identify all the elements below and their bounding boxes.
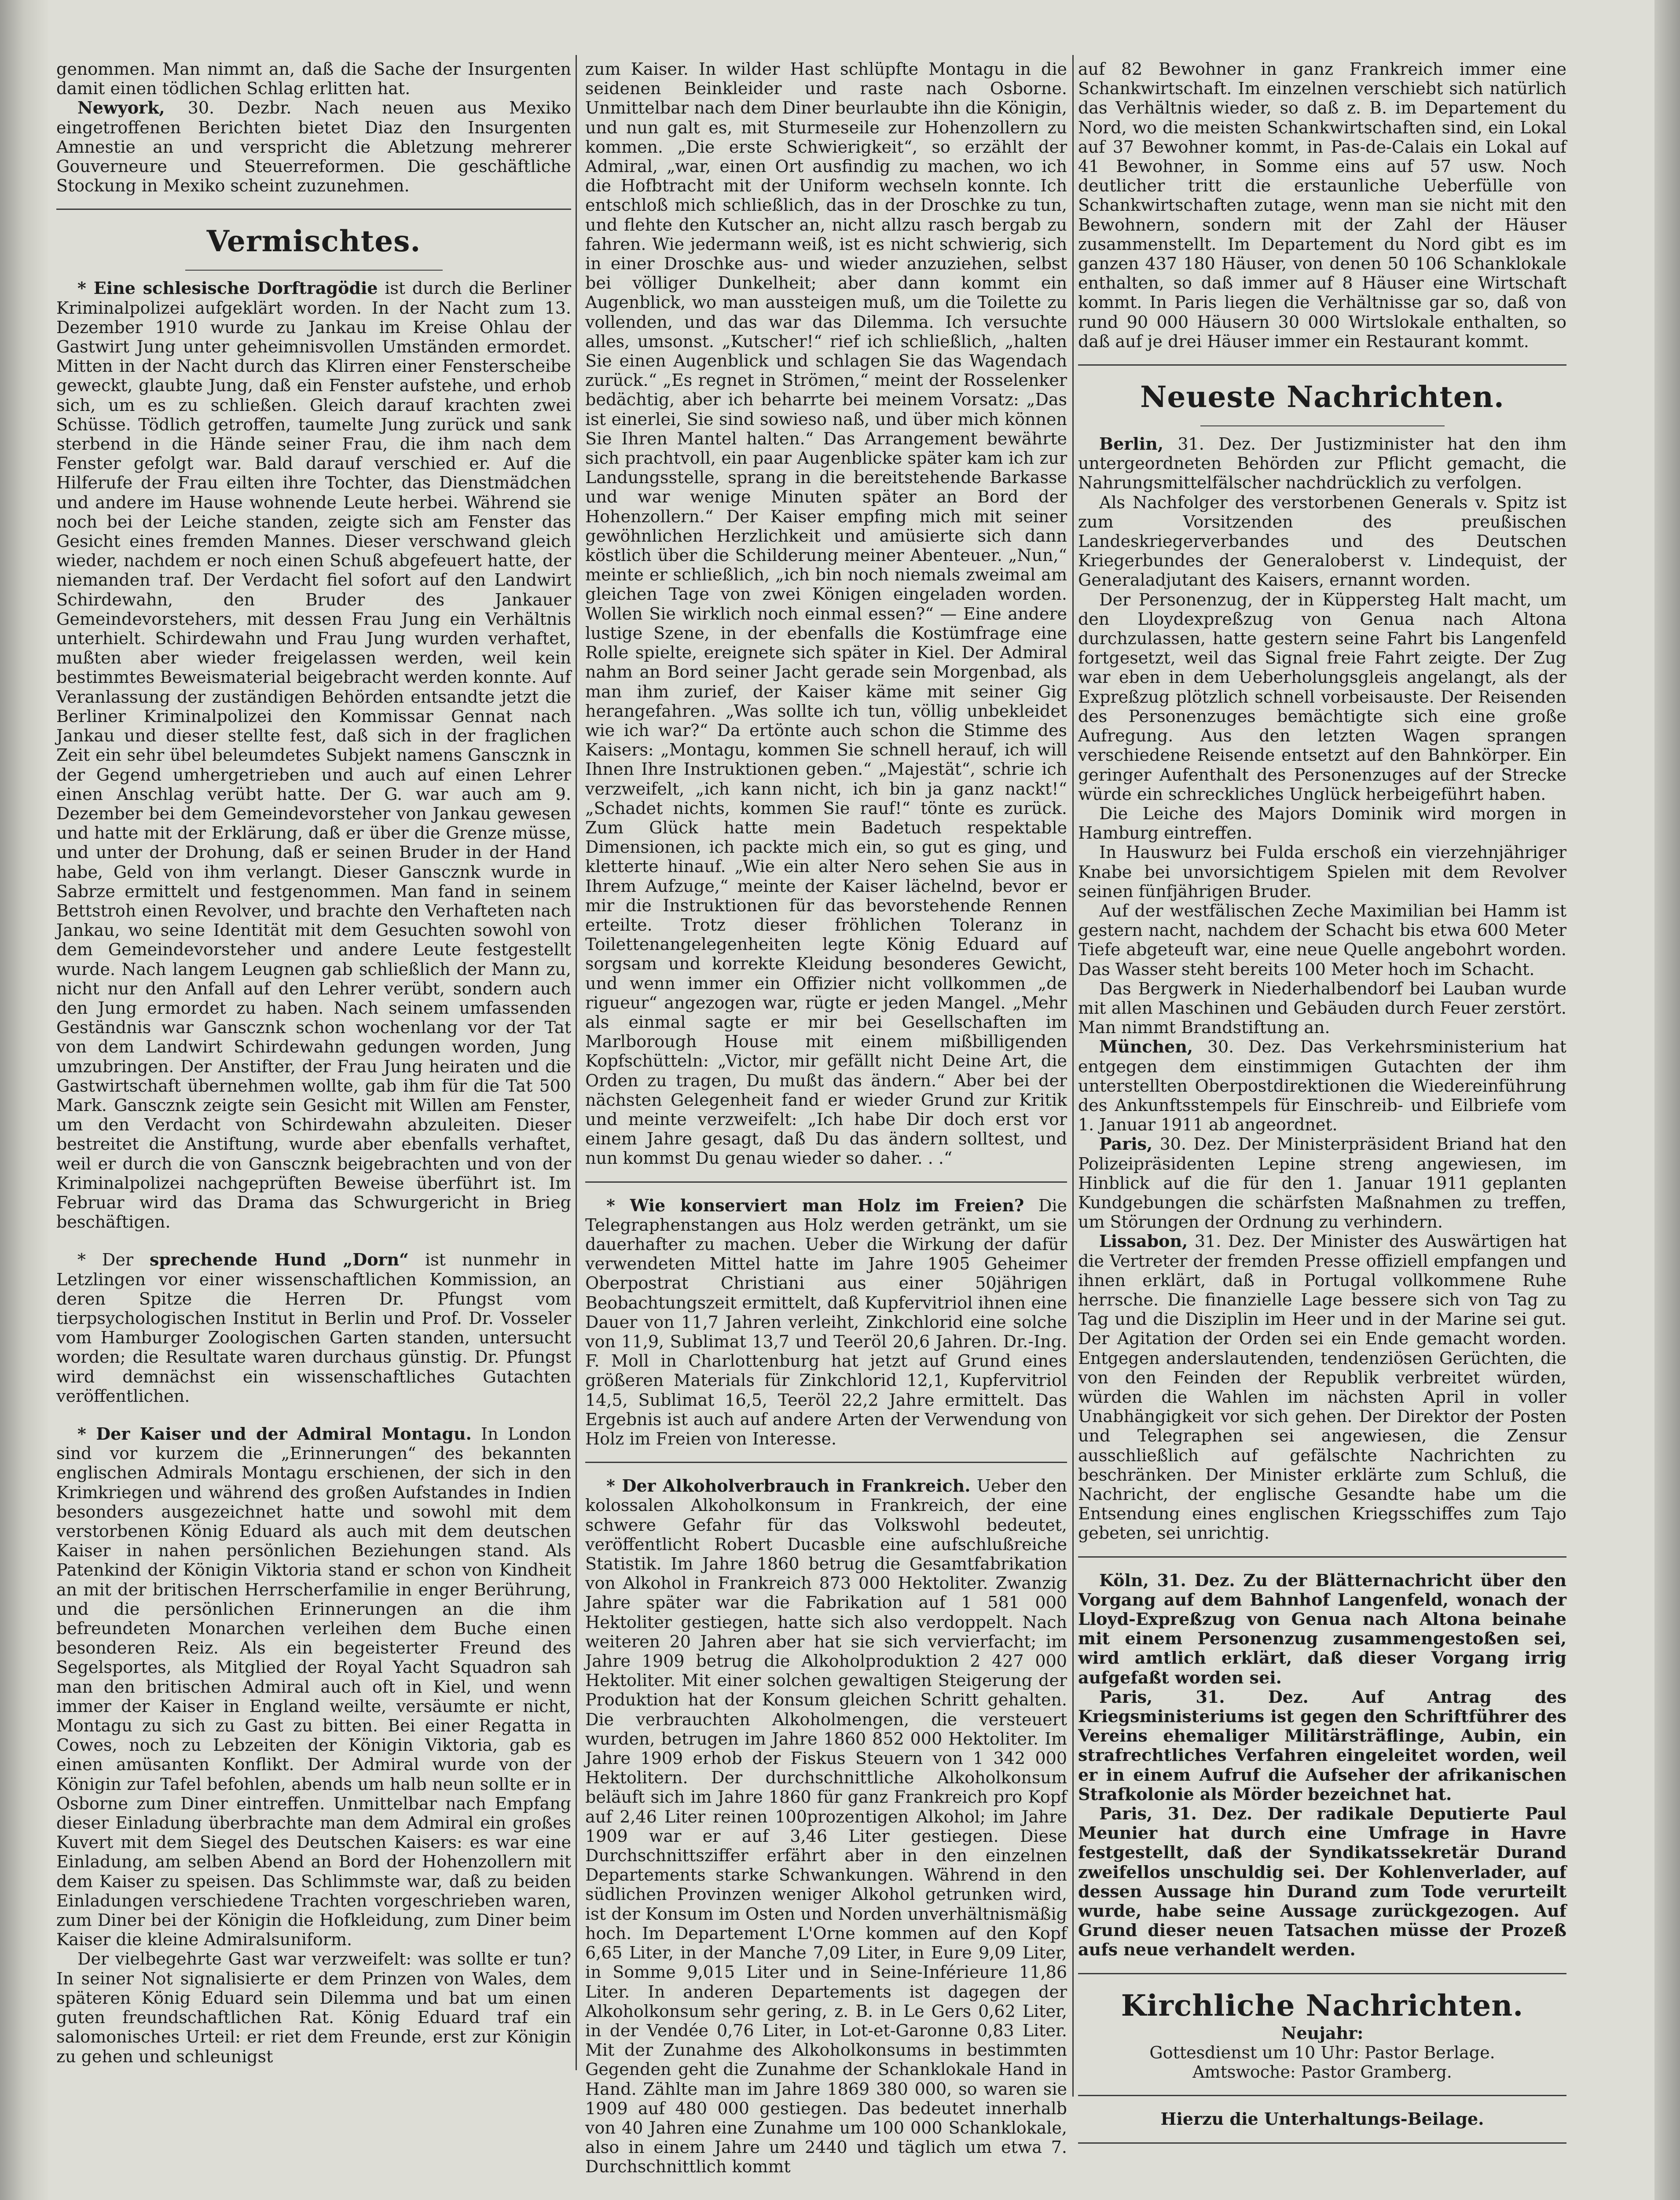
kaiser-article-paragraph: Der vielbegehrte Gast war verzweifelt: was sollte er tun? In seiner Not signalisierte er dem Prinzen von Wales, dem späteren König Eduard sein Dilemma und bat um einen guten freundschaftlichen Rat. König Eduard traf ein salomonisches Urteil: er riet dem Freunde, erst zur Königin zu gehen und schleunigst [56,1949,571,2066]
heading-underline [185,270,443,271]
dateline: Berlin, [1099,434,1164,454]
section-divider [56,209,571,210]
dorftragoedie-article [56,279,571,1232]
article-text: Die Telegraphenstangen aus Holz werden getränkt, um sie dauerhafter zu machen. Ueber die Wirkung der dafür verwendeten Mittel hatte im Jahre 1905 Geheimer Oberpostrat Christiani aus einer 50jährigen Beobachtungszeit ermittelt, daß Kupfervitriol ihnen eine Dauer von 11,7 Jahren verleiht, Zinkchlorid eine solche von 11,9, Sublimat 13,7 und Teeröl 20,6 Jahren. Dr.-Ing. F. Moll in Charlottenburg hat jetzt auf Grund eines größeren Materials für Zinkchlorid 12,1, Kupfervitriol 14,5, Sublimat 16,5, Teeröl 22,2 Jahre ermittelt. Das Ergebnis ist auch auf andere Arten der Verwendung von Holz im Freien von Interesse. [585,1195,1067,1449]
kaiser-article-continued: zum Kaiser. In wilder Hast schlüpfte Montagu in die seidenen Beinkleider und raste nach Osborne. Unmittelbar nach dem Diner beurlaubte ihn die Königin, und nun galt es, mit Sturmeseile zur Hohenzollern zu kommen. „Die erste Schwierigkeit“, so erzählt der Admiral, „war, einen Ort ausfindig zu machen, wo ich die Hofbtracht mit der Uniform wechseln konnte. Ich entschloß mich schließlich, das in der Droschke zu tun, und flehte den Kutscher an, nicht allzu rasch bergab zu fahren. Wie jedermann weiß, ist es nicht schwierig, sich in einer Droschke aus- und wieder anzuziehen, selbst bei völliger Dunkelheit; aber dann kommt ein Augenblick, wo man aussteigen muß, um die Toilette zu vollenden, und das war das Dilemma. Ich versuchte alles, umsonst. „Kutscher!“ rief ich schließlich, „halten Sie einen Augenblick und schlagen Sie das Wagendach zurück.“ „Es regnet in Strömen,“ meint der Rosselenker bedächtig, aber ich beharrte bei meinem Vorsatz: „Das ist einerlei, Sie sind sowieso naß, und über mich können Sie Ihren Mantel halten.“ Das Arrangement bewährte sich prachtvoll, ein paar Augenblicke später kam ich zur Landungsstelle, sprang in die bereitstehende Barkasse und war wenige Minuten später an Bord der Hohenzollern.“ Der Kaiser empfing mich mit seiner gewöhnlichen Herzlichkeit und amüsierte sich dann köstlich über die Schilderung meiner Abenteuer. „Nun,“ meinte er schließlich, „ich bin noch niemals zweimal am gleichen Tage von zwei Königen eingeladen worden. Wollen Sie wirklich noch einmal essen?“ — Eine andere lustige Szene, in der ebenfalls die Kostümfrage eine Rolle spielte, ereignete sich später in Kiel. Der Admiral nahm an Bord seiner Jacht gerade sein Morgenbad, als man ihm zurief, der Kaiser käme mit seiner Gig herangefahren. „Was sollte ich tun, völlig unbekleidet wie ich war?“ Da ertönte auch schon die Stimme des Kaisers: „Montagu, kommen Sie schnell herauf, ich will Ihnen Ihre Instruktionen geben.“ „Majestät“, schrie ich verzweifelt, „ich kann nicht, ich bin ja ganz nackt!“ „Schadet nichts, kommen Sie rauf!“ tönte es zurück. Zum Glück hatte mein Badetuch respektable Dimensionen, ich packte mich ein, so gut es ging, und kletterte hinauf. „Wie ein alter Nero sehen Sie aus in Ihrem Aufzuge,“ meinte der Kaiser lächelnd, bevor er mir die Instruktionen für das bevorstehende Rennen erteilte. Trotz dieser fröhlichen Toleranz in Toilettenangelegenheiten legte König Eduard auf sorgsam und korrekte Kleidung besonderes Gewicht, und wenn immer ein Offizier nicht vollkommen „de rigueur“ angezogen war, rügte er jeden Mangel. „Mehr als einmal sagte er mir bei Gesellschaften im Marlborough House mit einem mißbilligenden Kopfschütteln: „Victor, mir gefällt nicht Deine Art, die Orden zu tragen, Du mußt das ändern.“ Aber bei der nächsten Gelegenheit fand er wieder Grund zur Kritik und meinte verzweifelt: „Ich habe Dir doch erst vor einem Jahre gesagt, daß Du das ändern solltest, und nun kommst Du genau wieder so daher. . .“ [585,59,1067,1168]
section-divider [1078,1556,1566,1558]
dateline: Paris, [1099,1134,1153,1154]
news-lissabon [1078,1232,1566,1543]
article-keyword: * Eine schlesische Dorftragödie [77,278,378,298]
section-divider [585,1181,1067,1183]
news-text: 31. Dez. Der Justizminister hat den ihm untergeordneten Behörden zur Pflicht gemacht, die Nahrungsmittelfälscher nachdrücklich zu verfolgen. [1078,434,1566,493]
page-binding-edge [0,0,48,2200]
news-koeln: Köln, 31. Dez. Zu der Blätternachricht über den Vorgang auf dem Bahnhof Langenfeld, wonach der Lloyd-Expreßzug von Genua nach Altona beinahe mit einem Personenzug zusammengestoßen sei, wird amtlich erklärt, daß dieser Vorgang irrig aufgefaßt worden sei. [1078,1570,1566,1687]
alkohol-article-continued: auf 82 Bewohner in ganz Frankreich immer eine Schankwirtschaft. Im einzelnen verschiebt sich natürlich das Verhältnis wieder, so daß z. B. im Departement du Nord, wo die meisten Schankwirtschaften sind, ein Lokal auf 37 Bewohner kommt, in Pas-de-Calais ein Lokal auf 41 Bewohner, in Somme eins auf 57 usw. Noch deutlicher tritt die erstaunliche Ueberfülle von Schankwirtschaften zutage, wenn man sie nicht mit den Bewohnern, sondern mit der Zahl der Häuser zusammenstellt. Im Departement du Nord gibt es im ganzen 437 180 Häuser, von denen 50 106 Schanklokale enthalten, so daß immer auf 8 Häuser eine Wirtschaft kommt. In Paris liegen die Verhältnisse gar so, daß von rund 90 000 Häusern 30 000 Wirtslokale enthalten, so daß auf je drei Häuser immer ein Restaurant kommt. [1078,59,1566,351]
news-item: In Hauswurz bei Fulda erschoß ein vierzehnjähriger Knabe bei unvorsichtigem Spielen mit dem Revolver seinen fünfjährigen Bruder. [1078,843,1566,901]
column-3 [1078,59,1566,2157]
newyork-article [56,98,571,195]
beilage-notice: Hierzu die Unterhaltungs-Beilage. [1160,2109,1484,2129]
column-2 [585,59,1067,2177]
section-divider [1078,2142,1566,2144]
mexico-fragment: genommen. Man nimmt an, daß die Sache der Insurgenten damit einen tödlichen Schlag erlitten hat. [56,59,571,99]
news-paris [1078,1134,1566,1232]
article-keyword: * Der Kaiser und der Admiral Montagu. [77,1424,472,1444]
article-text: Ueber den kolossalen Alkoholkonsum in Frankreich, der eine schwere Gefahr für das Volkswohl bedeutet, veröffentlicht Robert Ducasble eine aufschlußreiche Statistik. Im Jahre 1860 betrug die Gesamtfabrikation von Alkohol in Frankreich 873 000 Hektoliter. Zwanzig Jahre später war die Fabrikation auf 1 581 000 Hektoliter gestiegen, hatte sich also verdoppelt. Nach weiteren 20 Jahren aber hat sie sich vervierfacht; im Jahre 1909 betrug die Alkoholproduktion 2 427 000 Hektoliter. Mit einer solchen gewaltigen Steigerung der Produktion hat der Konsum gleichen Schritt gehalten. Die verbrauchten Alkoholmengen, die versteuert wurden, betrugen im Jahre 1860 852 000 Hektoliter. Im Jahre 1909 erhob der Fiskus Steuern von 1 342 000 Hektolitern. Der durchschnittliche Alkoholkonsum beläuft sich im Jahre 1860 für ganz Frankreich pro Kopf auf 2,46 Liter reinen 100prozentigen Alkohol; im Jahre 1909 war er auf 3,46 Liter gestiegen. Diese Durchschnittsziffer erfährt aber in den einzelnen Departements starke Schwankungen. Während in den südlichen Provinzen weniger Alkohol getrunken wird, ist der Konsum im Osten und Norden unverhältnismäßig hoch. Im Departement L'Orne kommen auf den Kopf 6,65 Liter, in der Manche 7,09 Liter, in Eure 9,09 Liter, in Somme 9,015 Liter und in Seine-Inférieure 11,86 Liter. In anderen Departements ist dagegen der Alkoholkonsum sehr gering, z. B. in Le Gers 0,62 Liter, in der Vendée 0,76 Liter, in Lot-et-Garonne 0,83 Liter. Mit der Zunahme des Alkoholkonsums in bestimmten Gegenden geht die Zunahme der Schanklokale Hand in Hand. Zählte man im Jahre 1869 380 000, so waren sie 1909 auf 480 000 gestiegen. Das bedeutet innerhalb von 40 Jahren eine Zunahme um 100 000 Schanklokale, also in einem Jahre um 2440 und täglich um etwa 7. Durchschnittlich kommt [585,1476,1067,2177]
page-right-edge [1654,0,1680,2200]
news-item: Auf der westfälischen Zeche Maximilian bei Hamm ist gestern nacht, nachdem der Schacht bis etwa 600 Meter Tiefe abgeteuft war, eine neue Quelle angebohrt worden. Das Wasser steht bereits 100 Meter hoch im Schacht. [1078,901,1566,979]
article-text: ist durch die Berliner Kriminalpolizei aufgeklärt worden. In der Nacht zum 13. Dezember 1910 wurde zu Jankau im Kreise Ohlau der Gastwirt Jung unter geheimnisvollen Umständen ermordet. Mitten in der Nacht durch das Klirren einer Fensterscheibe geweckt, glaubte Jung, daß ein Fenster aufstehe, und erhob sich, um es zu schließen. Gleich darauf krachten zwei Schüsse. Tödlich getroffen, taumelte Jung zurück und sank sterbend in die Hände seiner Frau, die ihm nach dem Fenster gefolgt war. Bald darauf verschied er. Auf die Hilferufe der Frau eilten ihre Tochter, das Dienstmädchen und andere im Hause wohnende Leute herbei. Während sie noch bei der Leiche standen, zeigte sich am Fenster das Gesicht eines fremden Mannes. Dieser verschwand gleich wieder, nachdem er noch einen Schuß abgefeuert hatte, der niemanden traf. Der Verdacht fiel sofort auf den Landwirt Schirdewahn, den Bruder des Jankauer Gemeindevorstehers, mit dessen Frau Jung ein Verhältnis unterhielt. Schirdewahn und Frau Jung wurden verhaftet, mußten aber wieder freigelassen werden, weil kein bestimmtes Beweismaterial beigebracht werden konnte. Auf Veranlassung der zuständigen Behörden entsandte jetzt die Berliner Kriminalpolizei den Kommissar Gennat nach Jankau und dieser stellte fest, daß sich in der fraglichen Zeit ein sehr übel beleumdetes Subjekt namens Ganscznk in der Gegend umhergetrieben und auch auf einen Lehrer einen Anschlag verübt hatte. Der G. war auch am 9. Dezember bei dem Gemeindevorsteher von Jankau gewesen und hatte mit der Erklärung, daß er über die Grenze müsse, und unter der Drohung, daß er seinen Bruder in der Hand habe, Geld von ihm verlangt. Dieser Ganscznk wurde in Sabrze ermittelt und festgenommen. Man fand in seinem Bettstroh einen Revolver, und brachte den Verhafteten nach Jankau, wo seine Identität mit dem Gesuchten sowohl von dem Gemeindevorsteher und andere Leute festgestellt wurde. Nach langem Leugnen gab schließlich der Mann zu, nicht nur den Anfall auf den Lehrer verübt, sondern auch den Jung ermordet zu haben. Nach seinem umfassenden Geständnis war Ganscznk schon wochenlang vor der Tat von dem Landwirt Schirdewahn gedungen worden, Jung umzubringen. Der Anstifter, der Frau Jung heiraten und die Gastwirtschaft übernehmen wollte, gab ihm für die Tat 500 Mark. Ganscznk zeigte sein Gesicht mit Willen am Fenster, um den Verdacht von Schirdewahn abzuleiten. Dieser bestreitet die Anstiftung, wurde aber ebenfalls verhaftet, weil er durch die von Ganscznk beigebrachten und von der Kriminalpolizei nachgeprüften Beweise überführt ist. Im Februar wird das Drama das Schwurgericht in Brieg beschäftigen. [56,279,571,1232]
dateline: Newyork, [77,98,165,118]
article-lead: * Der [77,1250,150,1270]
article-keyword: * Der Alkoholverbrauch in Frankreich. [606,1476,971,1496]
news-paris-2: Paris, 31. Dez. Auf Antrag des Kriegsministeriums ist gegen den Schriftführer des Vereins ehemaliger Militärsträflinge, Aubin, ein strafrechtliches Verfahren eingeleitet worden, weil er in einem Aufruf die Aufseher der afrikanischen Strafkolonie als Mörder bezeichnet hat. [1078,1687,1566,1804]
section-heading-neueste-nachrichten: Neueste Nachrichten. [1140,380,1504,414]
dateline: Lissabon, [1099,1231,1188,1251]
section-divider [1078,1973,1566,1974]
news-text: 30. Dez. Das Verkehrsministerium hat entgegen dem einstimmigen Gutachten der ihm unterstellten Oberpostdirektionen die Wiedereinführung des Ankunftsstempels für Einschreib- und Eilbriefe vom 1. Januar 1911 ab angeordnet. [1078,1037,1566,1135]
article-text: In London sind vor kurzem die „Erinnerungen“ des bekannten englischen Admirals Montagu erschienen, der sich in den Krimkriegen und während des großen Aufstandes in Indien besonders ausgezeichnet hatte und sowohl mit dem verstorbenen König Eduard als auch mit dem deutschen Kaiser in nahen persönlichen Beziehungen stand. Als Patenkind der Königin Viktoria stand er schon von Kindheit an mit der britischen Herrscherfamilie in enger Berührung, und die persönlichen Erinnerungen an die ihm befreundeten Monarchen verleihen dem Buche einen besonderen Reiz. Als ein begeisterter Freund des Segelsportes, als Mitglied der Royal Yacht Squadron sah man den britischen Admiral auch oft in Kiel, und wenn immer der Kaiser in England weilte, versäumte er nicht, Montagu zu sich zu Gast zu bitten. Bei einer Regatta in Cowes, noch zu Lebzeiten der Königin Viktoria, gab es einen amüsanten Konflikt. Der Admiral wurde von der Königin zur Tafel befohlen, abends um halb neun sollte er in Osborne zum Diner eintreffen. Unmittelbar nach Empfang dieser Einladung überbrachte man dem Admiral ein großes Kuvert mit dem Siegel des Deutschen Kaisers: es war eine Einladung, am selben Abend an Bord der Hohenzollern mit dem Kaiser zu speisen. Das Schlimmste war, daß zu beiden Einladungen verschiedene Trachten vorgeschrieben waren, zum Diner bei der Königin die Hofkleidung, zum Diner beim Kaiser die kleine Admiralsuniform. [56,1424,571,1950]
news-text: 31. Dez. Der Minister des Auswärtigen hat die Vertreter der fremden Presse offiziell empfangen und ihnen erklärt, daß in Portugal vollkommene Ruhe herrsche. Die finanzielle Lage bessere sich von Tag zu Tag und die Disziplin im Heer und in der Marine sei gut. Der Agitation der Orden sei ein Ende gemacht worden. Entgegen anderslautenden, tendenziösen Gerüchten, die von den Feinden der Republik verbreitet würden, würden die Wahlen im nächsten April in voller Unabhängigkeit vor sich gehen. Der Direktor der Posten und Telegraphen sei angewiesen, die Zensur ausschließlich auf gefälschte Nachrichten zu beschränken. Der Minister erklärte zum Schluß, die Nachricht, der englische Gesandte habe um die Entsendung eines englischen Kriegsschiffes zum Tajo gebeten, sei unrichtig. [1078,1232,1566,1543]
news-item: Die Leiche des Majors Dominik wird morgen in Hamburg eintreffen. [1078,803,1566,843]
section-divider [1078,364,1566,366]
column-1 [56,59,571,2066]
section-divider [585,1462,1067,1463]
article-text: 30. Dezbr. Nach neuen aus Mexiko eingetroffenen Berichten bietet Diaz den Insurgenten Amnestie an und verspricht die Abletzung mehrerer Gouverneure und Steuerreformen. Die geschäftliche Stockung in Mexiko scheint zuzunehmen. [56,98,571,196]
section-divider [1078,2095,1566,2096]
news-item: Der Personenzug, der in Küppersteg Halt macht, um den Lloydexpreßzug von Genua nach Altona durchzulassen, hatte gestern seine Fahrt bis Langenfeld fortgesetzt, weil das Signal freie Fahrt zeigte. Der Zug war eben in dem Ueberholungsgleis angelangt, als der Expreßzug plötzlich schnell vorbeisauste. Der Reisenden des Personenzuges bemächtigte sich eine große Aufregung. Aus den letzten Wagen sprangen verschiedene Reisende entsetzt auf den Bahnkörper. Ein geringer Aufenthalt des Personenzuges auf der Strecke würde ein schreckliches Unglück herbeigeführt haben. [1078,590,1566,804]
church-neujahr: Neujahr: [1281,2023,1364,2043]
kaiser-article [56,1424,571,1949]
news-paris-3: Paris, 31. Dez. Der radikale Deputierte Paul Meunier hat durch eine Umfrage in Havre festgestellt, daß der Syndikatssekretär Durand zweifellos unschuldig sei. Der Kohlenverlader, auf dessen Aussage hin Durand zum Tode verurteilt wurde, habe seine Aussage zurückgezogen. Auf Grund dieser neuen Tatsachen müsse der Prozeß aufs neue verhandelt werden. [1078,1804,1566,1960]
news-item: Das Bergwerk in Niederhalbendorf bei Lauban wurde mit allen Maschinen und Gebäuden durch Feuer zerstört. Man nimmt Brandstiftung an. [1078,979,1566,1038]
article-keyword: * Wie konserviert man Holz im Freien? [606,1195,1024,1215]
section-heading-kirchliche-nachrichten: Kirchliche Nachrichten. [1121,1988,1524,2023]
news-text: 30. Dez. Der Ministerpräsident Briand hat den Polizeipräsidenten Lepine streng angewiesen, im Hinblick auf die für den 1. Januar 1911 geplanten Kundgebungen die schärfsten Maßnahmen zu treffen, um Störungen der Ordnung zu verhindern. [1078,1134,1566,1232]
section-heading-vermischtes: Vermischtes. [206,224,421,259]
article-keyword: sprechende Hund „Dorn“ [150,1250,409,1270]
church-gottesdienst: Gottesdienst um 10 Uhr: Pastor Berlage. [1149,2042,1495,2062]
article-gap [56,1232,571,1250]
alkohol-article [585,1476,1067,2176]
article-gap [56,1406,571,1424]
hund-article [56,1250,571,1406]
news-item: Als Nachfolger des verstorbenen Generals v. Spitz ist zum Vorsitzenden des preußischen Landeskriegerverbandes und des Deutschen Kriegerbundes der Generaloberst v. Lindequist, der Generaladjutant des Kaisers, ernannt worden. [1078,492,1566,590]
column-rule-1 [576,55,577,2070]
heading-underline [1200,425,1445,426]
news-muenchen [1078,1037,1566,1134]
holz-article [585,1196,1067,1449]
column-rule-2 [1072,55,1074,2097]
church-amtswoche: Amtswoche: Pastor Gramberg. [1192,2062,1452,2082]
news-berlin [1078,434,1566,493]
article-text: ist nunmehr in Letzlingen vor einer wissenschaftlichen Kommission, an deren Spitze die Herren Dr. Pfungst vom tierpsychologischen Institut in Berlin und Prof. Dr. Vosseler vom Hamburger Zoologischen Garten standen, untersucht worden; die Resultate waren durchaus günstig. Dr. Pfungst wird demnächst ein wissenschaftliches Gutachten veröffentlichen. [56,1250,571,1406]
dateline: München, [1099,1037,1193,1057]
